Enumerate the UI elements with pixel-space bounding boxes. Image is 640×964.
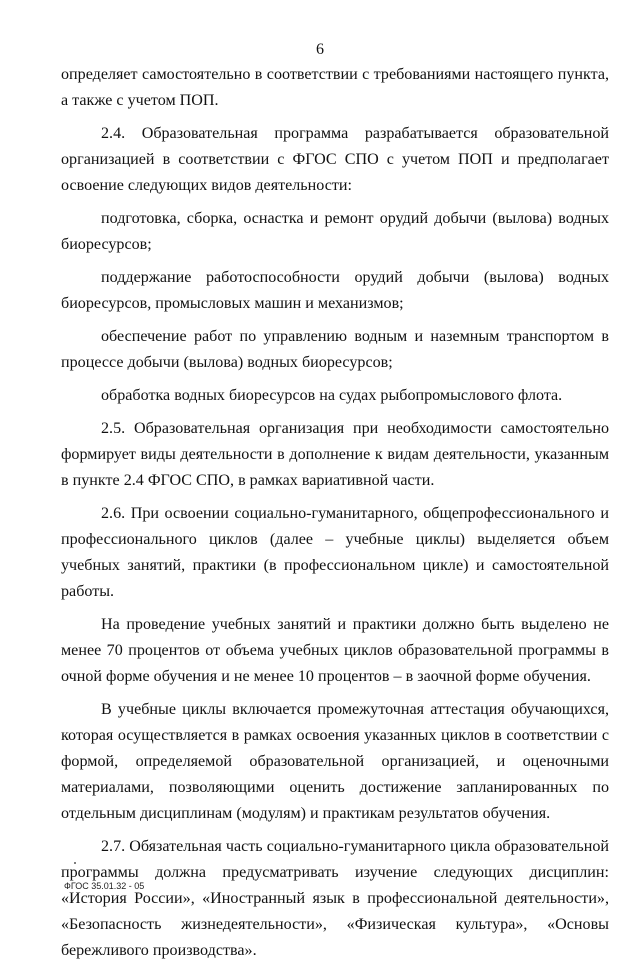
list-item-activity-2: поддержание работоспособности орудий добычи (вылова) водных биоресурсов, промысловых машин и механизмов;: [61, 269, 609, 312]
paragraph-2-6: 2.6. При освоении социально-гуманитарного, общепрофессионального и профессионального циклов (далее – учебные циклы) выделяется объем учебных занятий, практики (в профессиональном цикле) и самостоятельной работы.: [61, 505, 609, 600]
paragraph-study-volume: На проведение учебных занятий и практики должно быть выделено не менее 70 процентов от объема учебных циклов образовательной программы в очной форме обучения и не менее 10 процентов – в заочной форме обучения.: [61, 616, 609, 685]
document-body: [61, 62, 609, 964]
footer-document-code: ФГОС 35.01.32 - 05: [64, 881, 145, 891]
list-item-activity-1: подготовка, сборка, оснастка и ремонт орудий добычи (вылова) водных биоресурсов;: [61, 210, 609, 253]
paragraph-continuation: определяет самостоятельно в соответствии с требованиями настоящего пункта, а также с учетом ПОП.: [61, 66, 609, 109]
paragraph-2-4: 2.4. Образовательная программа разрабатывается образовательной организацией в соответствии с ФГОС СПО с учетом ПОП и предполагает освоение следующих видов деятельности:: [61, 125, 609, 194]
scan-speck: [74, 862, 76, 864]
paragraph-2-5: 2.5. Образовательная организация при необходимости самостоятельно формирует виды деятельности в дополнение к видам деятельности, указанным в пункте 2.4 ФГОС СПО, в рамках вариативной части.: [61, 420, 609, 489]
paragraph-attestation: В учебные циклы включается промежуточная аттестация обучающихся, которая осуществляется в рамках освоения указанных циклов в соответствии с формой, определяемой образовательной организацией, и оценочными материалами, позволяющими оценить достижение запланированных по отдельным дисциплинам (модулям) и практикам результатов обучения.: [61, 701, 609, 822]
list-item-activity-3: обеспечение работ по управлению водным и наземным транспортом в процессе добычи (вылова) водных биоресурсов;: [61, 328, 609, 371]
list-item-activity-4: обработка водных биоресурсов на судах рыбопромыслового флота.: [101, 387, 563, 404]
page-number: 6: [316, 41, 324, 58]
paragraph-2-7: 2.7. Обязательная часть социально-гуманитарного цикла образовательной программы должна предусматривать изучение следующих дисциплин: «История России», «Иностранный язык в профессиональной деятельности», «Безопасность жизнедеятельности», «Физическая культура», «Основы бережливого производства».: [61, 838, 609, 959]
